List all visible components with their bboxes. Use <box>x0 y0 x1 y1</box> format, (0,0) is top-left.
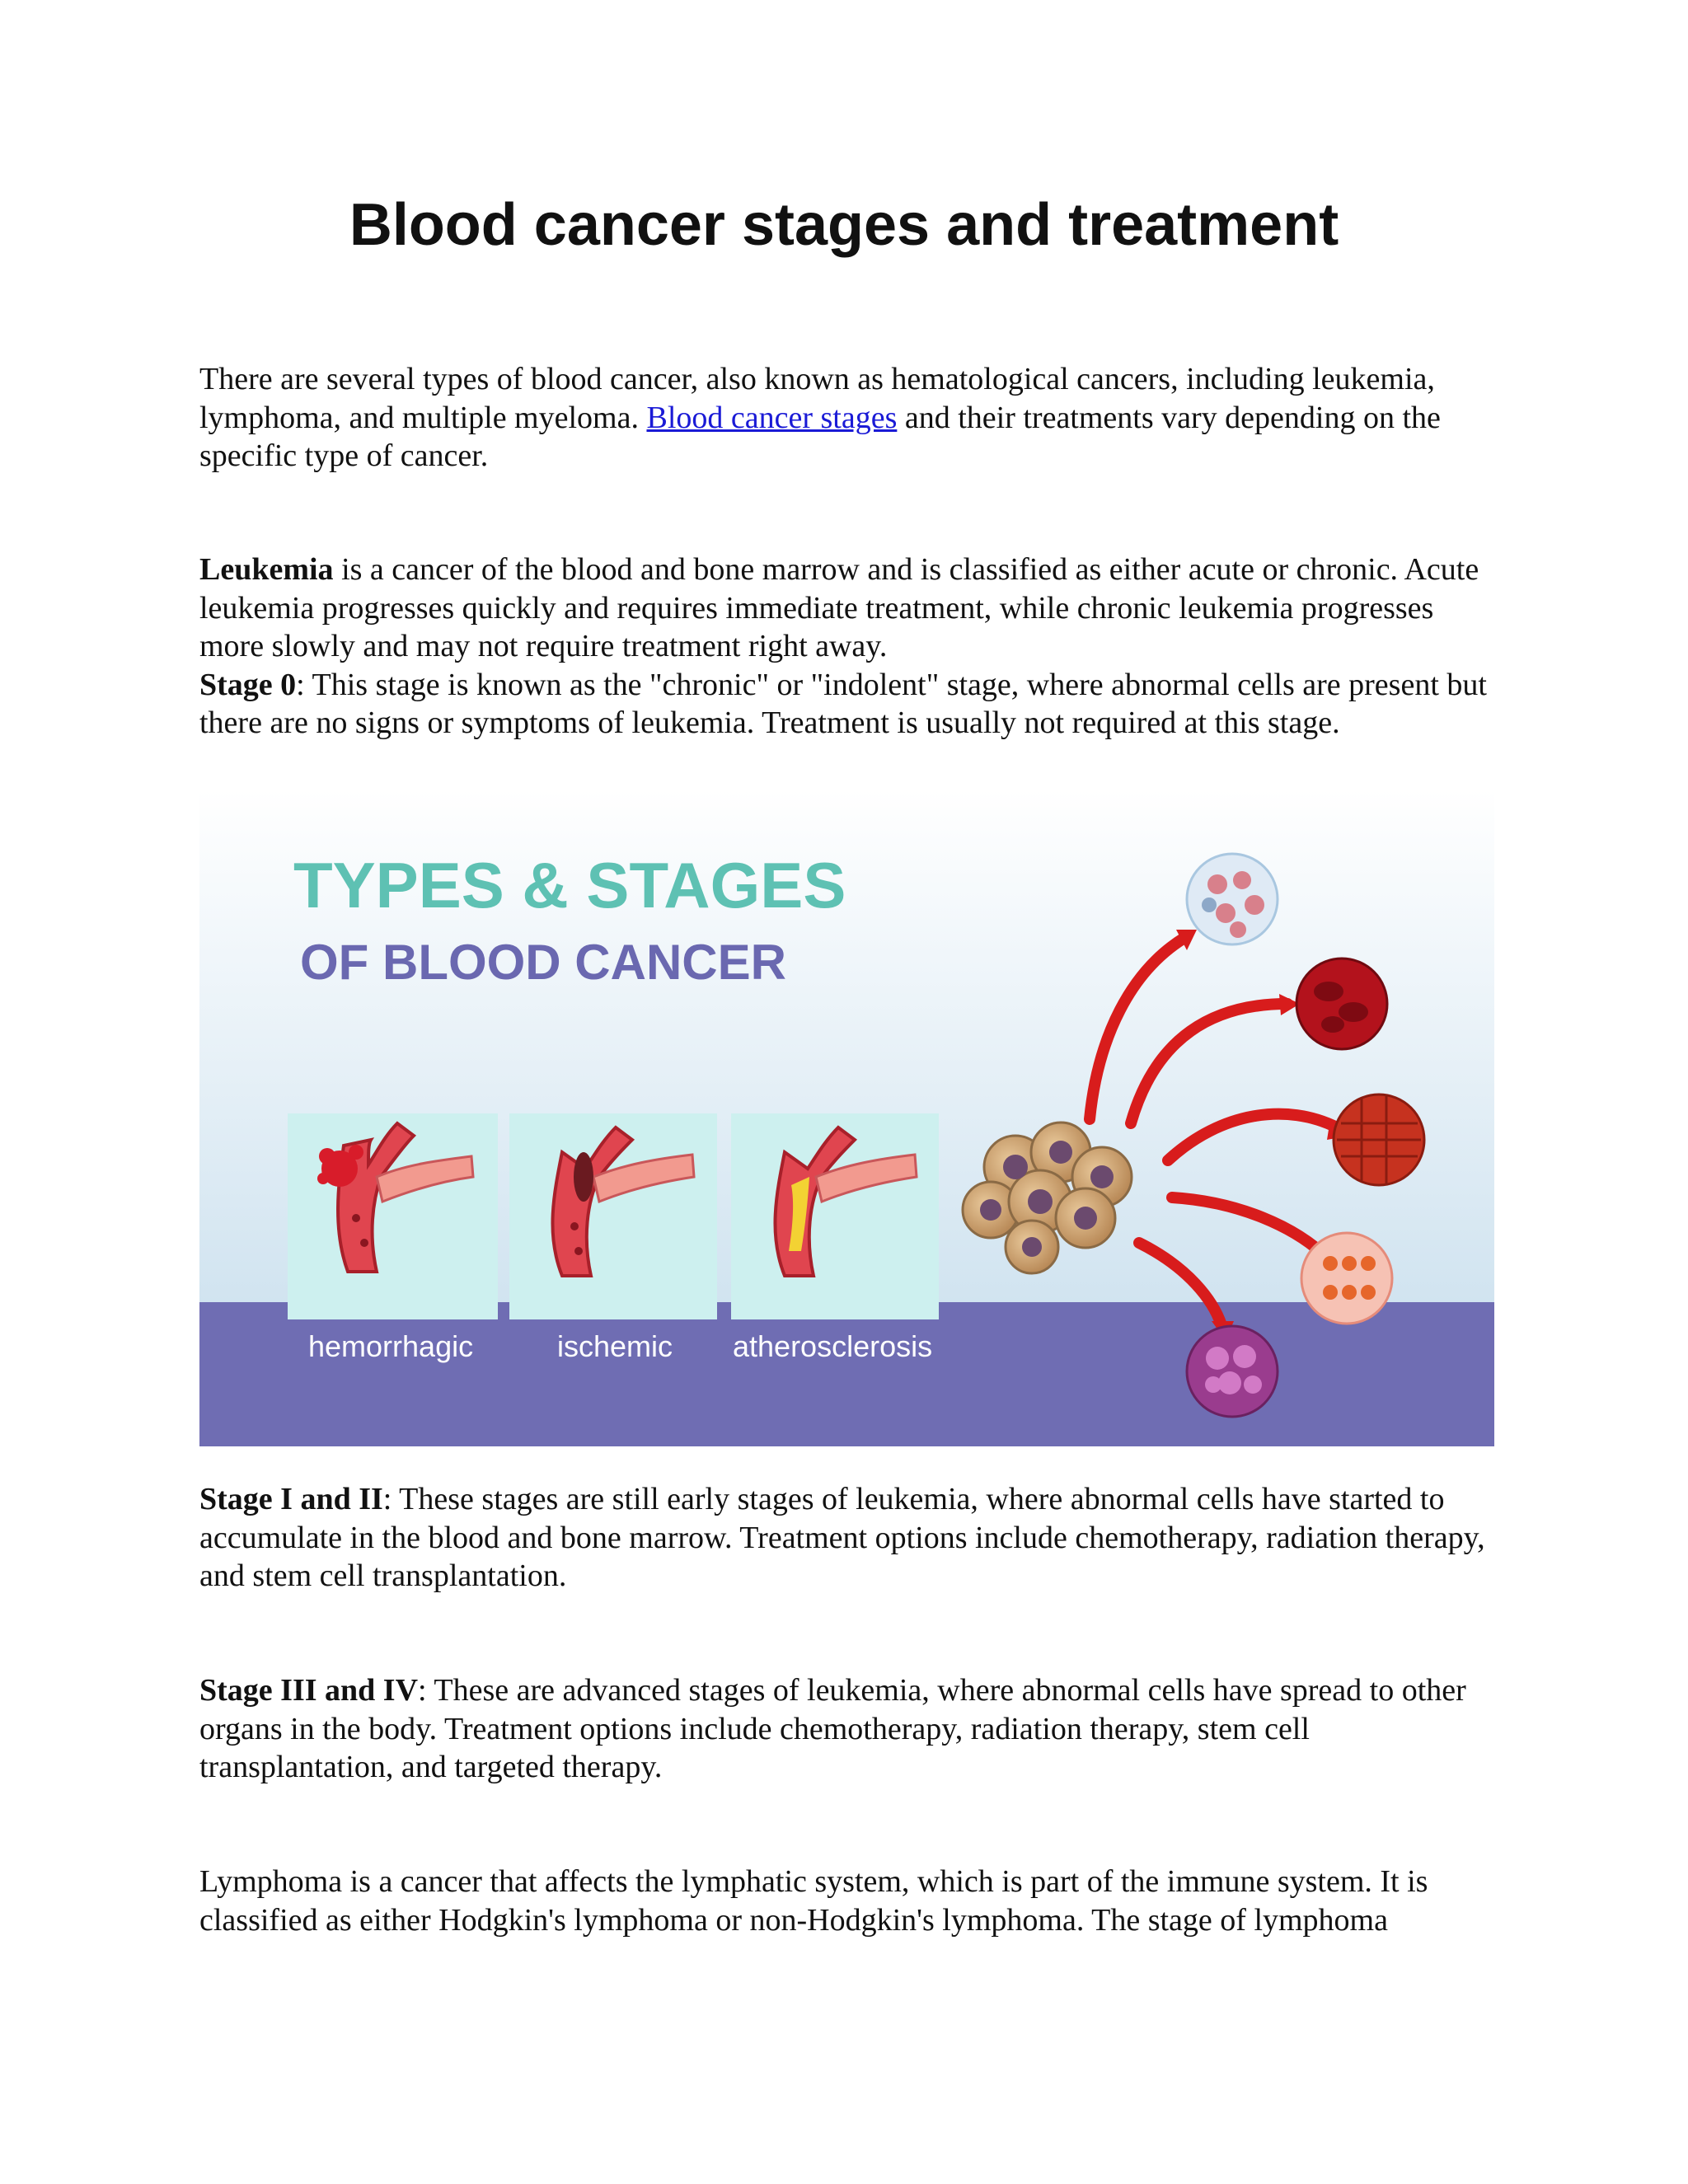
figure-title-line1: TYPES & STAGES <box>293 849 846 921</box>
intro-text-before-link: There are several types of blood cancer, also known as hematological cancers, including leukemia, lymphoma, and multiple myeloma. <box>199 362 1435 435</box>
panel-label-ischemic: ischemic <box>557 1329 673 1363</box>
stage-3-4-paragraph <box>199 1671 1502 1787</box>
target-cell-4 <box>1301 1233 1392 1324</box>
panel-label-atherosclerosis: atherosclerosis <box>733 1329 933 1363</box>
stage-1-2-paragraph <box>199 1480 1502 1596</box>
stage-1-2-text: : These stages are still early stages of leukemia, where abnormal cells have started to accumulate in the blood and bone marrow. Treatment options include chemotherapy, radiation therapy, and stem cell transplantation. <box>199 1482 1485 1593</box>
stage-3-4-text: : These are advanced stages of leukemia, where abnormal cells have spread to other organs in the body. Treatment options include chemotherapy, radiation therapy, stem cell transplantation, and targeted therapy. <box>199 1673 1466 1784</box>
stage-1-2-term: Stage I and II <box>199 1482 383 1516</box>
blood-cancer-figure <box>199 790 1494 1446</box>
figure-illustration <box>199 790 1494 1446</box>
lymphoma-paragraph: Lymphoma is a cancer that affects the lymphatic system, which is part of the immune system. It is classified as either Hodgkin's lymphoma or non-Hodgkin's lymphoma. The stage of lymphoma <box>199 1864 1428 1938</box>
stage-0-text: : This stage is known as the "chronic" or "indolent" stage, where abnormal cells are present but there are no signs or symptoms of leukemia. Treatment is usually not required at this stage. <box>199 667 1487 740</box>
page-title: Blood cancer stages and treatment <box>349 192 1339 258</box>
stage-0-term: Stage 0 <box>199 667 297 702</box>
leukemia-paragraph <box>199 551 1502 743</box>
figure-title-line2: OF BLOOD CANCER <box>300 935 786 990</box>
intro-paragraph <box>199 360 1502 476</box>
blood-cancer-stages-link[interactable]: Blood cancer stages <box>646 400 898 435</box>
intro-text-after-link: and their treatments vary depending on the specific type of cancer. <box>199 400 1441 473</box>
figure-bottom-band <box>199 1302 1494 1446</box>
target-cell-3 <box>1334 1094 1424 1185</box>
stage-3-4-term: Stage III and IV <box>199 1673 419 1708</box>
leukemia-text: is a cancer of the blood and bone marrow and is classified as either acute or chronic. Acute leukemia progresses quickly and requires immediate treatment, while chronic leukemia progresses more slowly and may not require treatment right away. <box>199 552 1479 663</box>
leukemia-term: Leukemia <box>199 552 334 587</box>
target-cell-2 <box>1296 958 1387 1049</box>
target-cell-1 <box>1187 854 1278 944</box>
panel-label-hemorrhagic: hemorrhagic <box>308 1329 474 1363</box>
target-cell-5 <box>1187 1326 1278 1417</box>
